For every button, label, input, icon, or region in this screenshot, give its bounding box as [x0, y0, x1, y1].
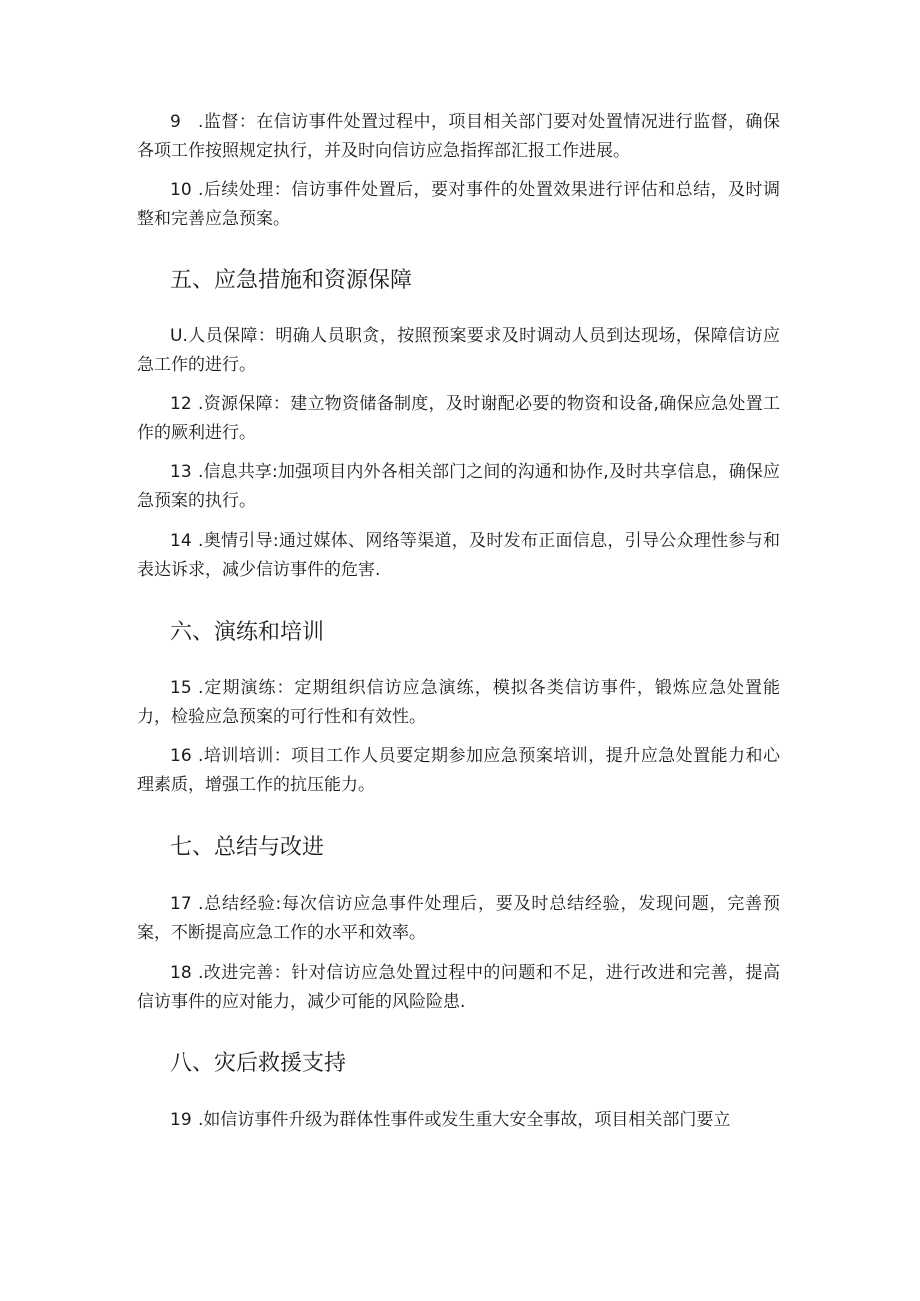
paragraph-text: U.人员保障：明确人员职贪，按照预案要求及时调动人员到达现场，保障信访应急工作的进行。: [137, 326, 780, 375]
item-number: 17: [170, 894, 192, 914]
section-heading-6: 六、演练和培训: [170, 620, 325, 645]
paragraph-14: [137, 527, 780, 585]
paragraph-19: [137, 1106, 780, 1135]
item-number: 19: [170, 1110, 192, 1130]
paragraph-18: [137, 959, 780, 1017]
paragraph-text: .定期演练：定期组织信访应急演练，模拟各类信访事件，锻炼应急处置能力，检验应急预案的可行性和有效性。: [137, 678, 780, 727]
paragraph-11: [137, 322, 780, 380]
item-number: 16: [170, 746, 192, 766]
paragraph-text: .培训培训：项目工作人员要定期参加应急预案培训，提升应急处置能力和心理素质，增强工作的抗压能力。: [137, 746, 780, 795]
item-number: 12: [170, 394, 192, 414]
paragraph-text: .信息共享:加强项目内外各相关部门之间的沟通和协作,及时共享信息，确保应急预案的执行。: [137, 462, 780, 511]
item-number: 10: [170, 180, 192, 200]
paragraph-9: [137, 108, 780, 166]
section-heading-5: 五、应急措施和资源保障: [170, 268, 413, 293]
paragraph-16: [137, 742, 780, 800]
paragraph-text: .后续处理：信访事件处置后，要对事件的处置效果进行评估和总结，及时调整和完善应急预案。: [137, 180, 780, 229]
paragraph-text: .监督：在信访事件处置过程中，项目相关部门要对处置情况进行监督，确保各项工作按照规定执行，并及时向信访应急指挥部汇报工作进展。: [137, 112, 780, 161]
section-heading-8: 八、灾后救援支持: [170, 1051, 347, 1076]
item-number: 13: [170, 462, 192, 482]
section-heading-7: 七、总结与改进: [170, 835, 325, 860]
paragraph-15: [137, 674, 780, 732]
item-number: 15: [170, 678, 192, 698]
paragraph-text: .总结经验:每次信访应急事件处理后，要及时总结经验，发现问题，完善预案，不断提高应急工作的水平和效率。: [137, 894, 780, 943]
paragraph-text: .奥情引导:通过媒体、网络等渠道，及时发布正面信息，引导公众理性参与和表达诉求，减少信访事件的危害.: [137, 531, 780, 580]
paragraph-text: .如信访事件升级为群体性事件或发生重大安全事故，项目相关部门要立: [198, 1110, 731, 1130]
paragraph-17: [137, 890, 780, 948]
paragraph-text: .改进完善：针对信访应急处置过程中的问题和不足，进行改进和完善，提高信访事件的应对能力，减少可能的风险险患.: [137, 963, 780, 1012]
item-number: 14: [170, 531, 192, 551]
item-number: 18: [170, 963, 192, 983]
paragraph-10: [137, 176, 780, 234]
paragraph-text: .资源保障：建立物资储备制度，及时谢配必要的物资和设备,确保应急处置工作的厥利进行。: [137, 394, 780, 443]
paragraph-13: [137, 458, 780, 516]
item-number: 9: [170, 112, 181, 132]
paragraph-12: [137, 390, 780, 448]
